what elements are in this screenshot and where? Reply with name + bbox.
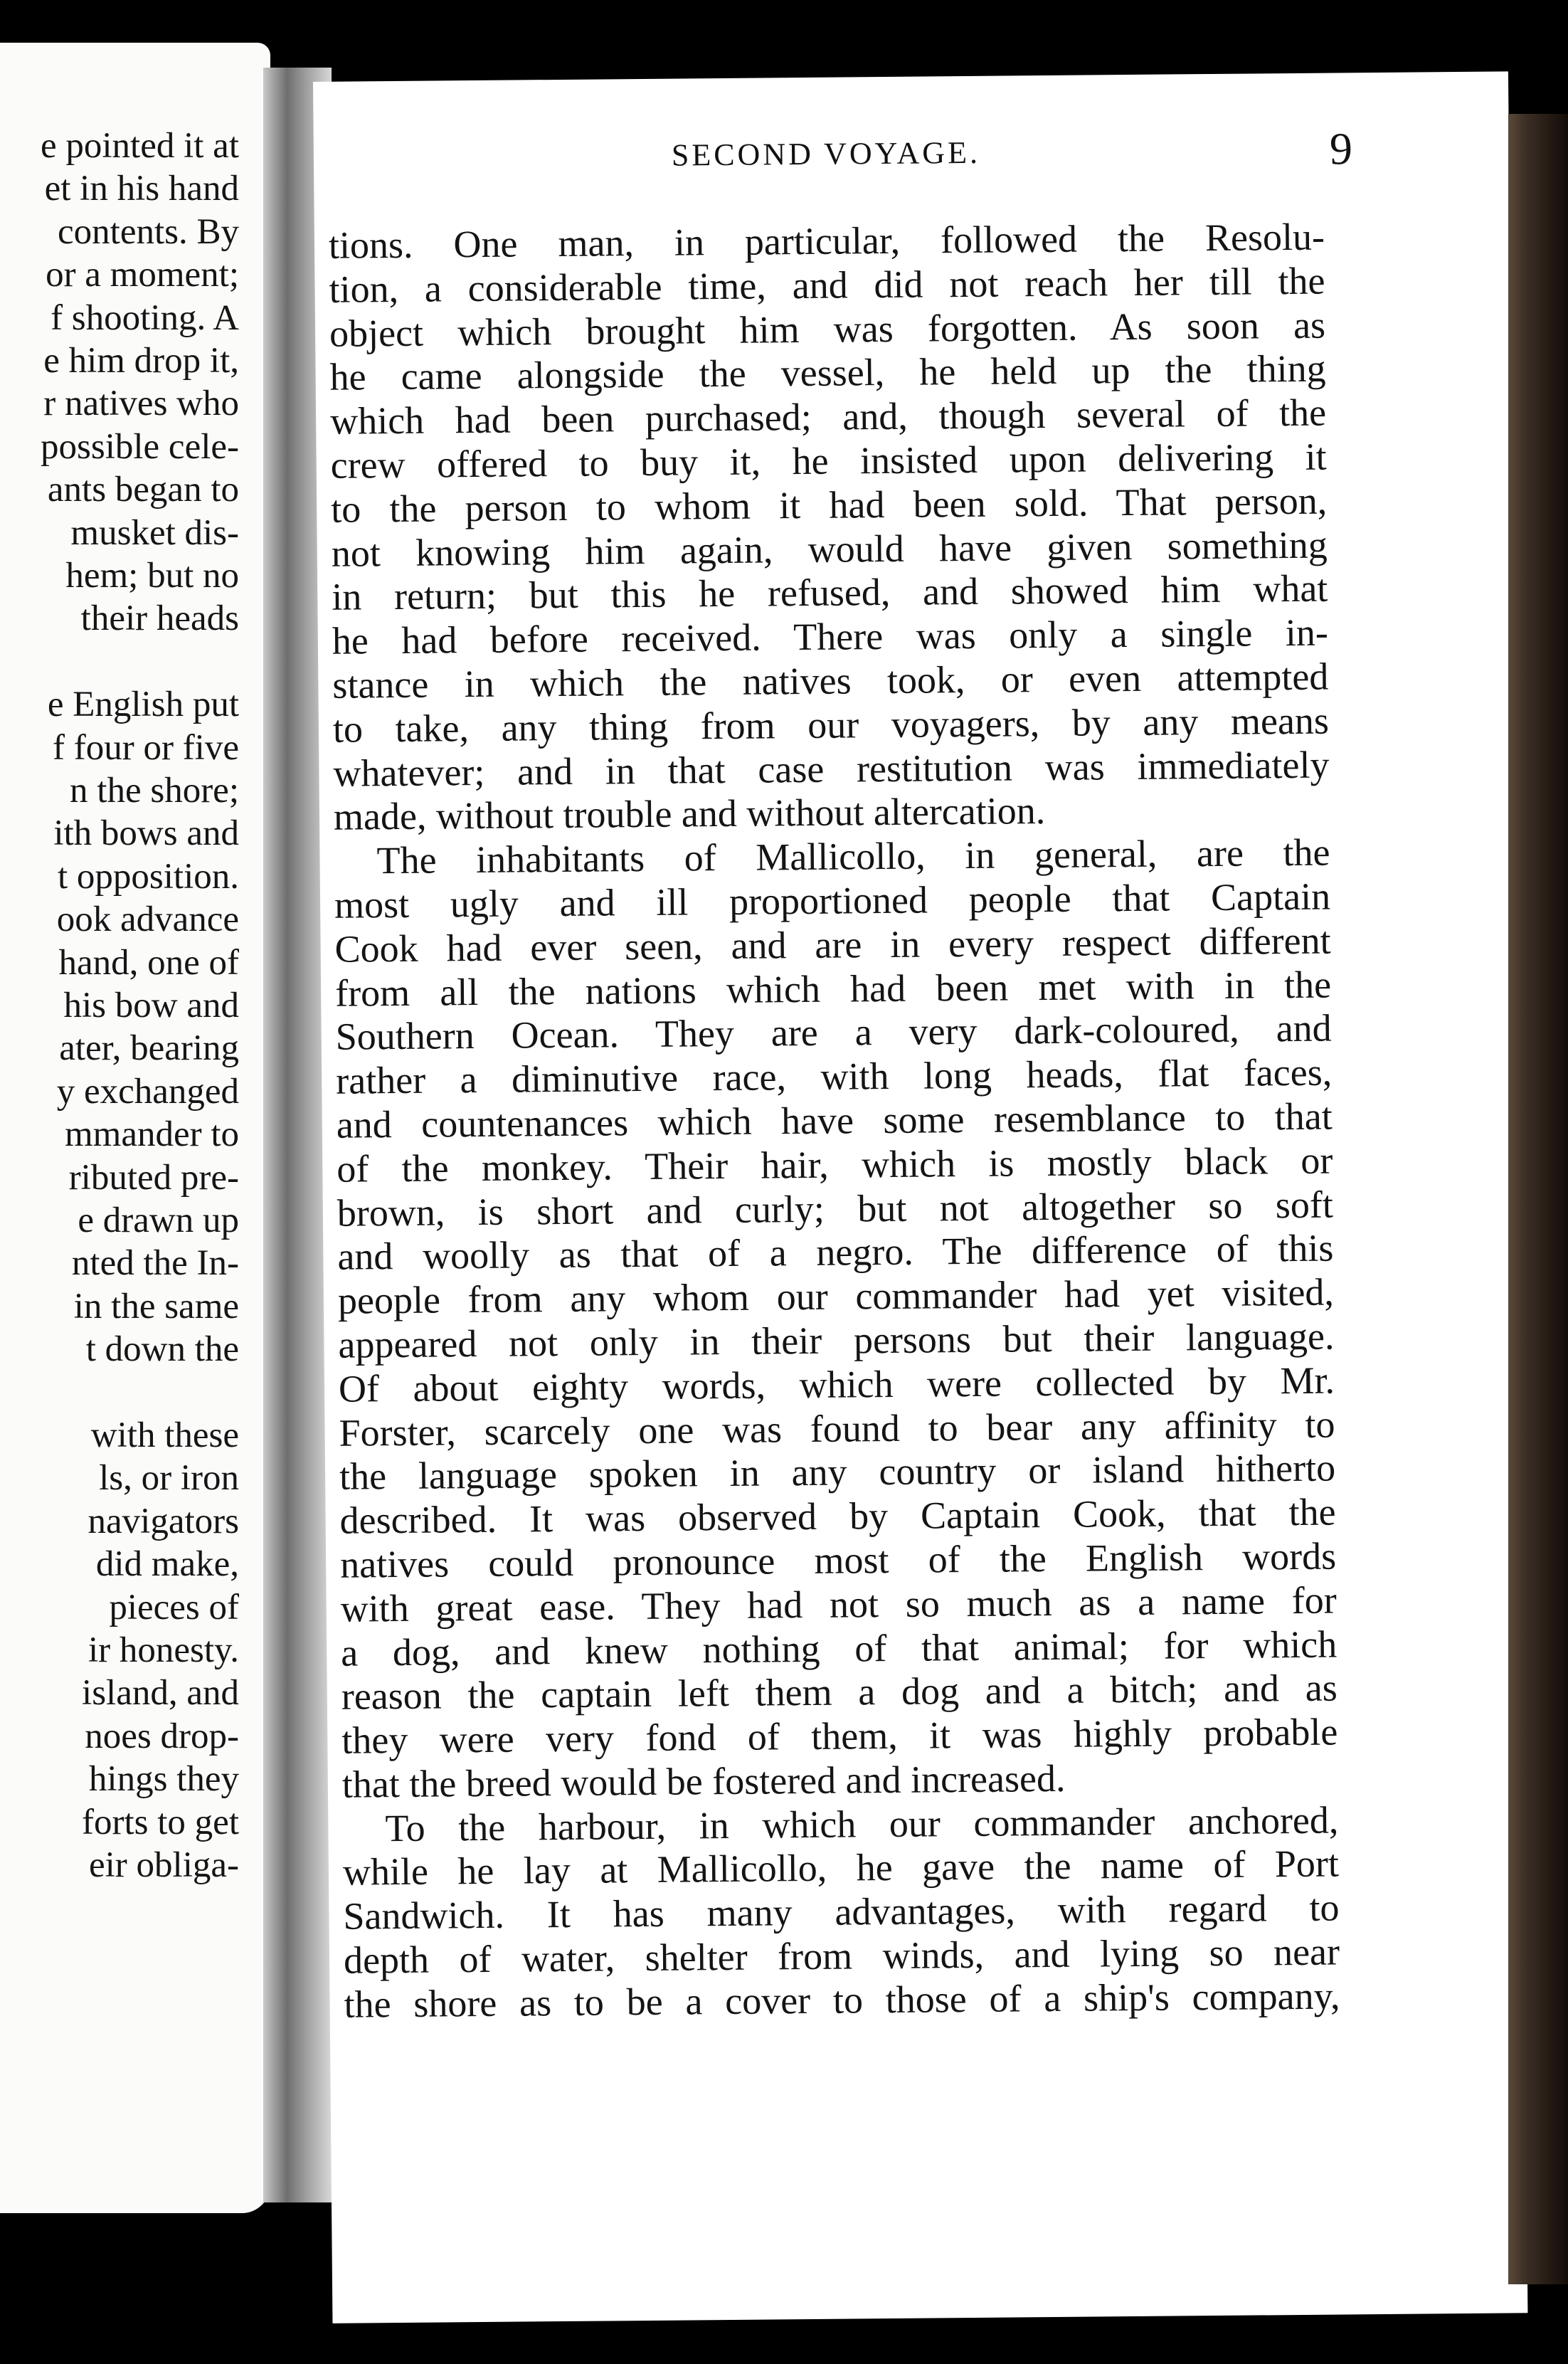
text-line: people from any whom our commander had yet visited,	[337, 1270, 1335, 1322]
text-line: Of about eighty words, which were collected by Mr.	[338, 1358, 1335, 1410]
left-page-line: contents. By	[58, 211, 239, 252]
text-line: in return; but this he refused, and showed him what	[332, 566, 1328, 619]
left-page-line: hand, one of	[58, 942, 239, 983]
text-line: and woolly as that of a negro. The difference of this	[337, 1226, 1334, 1279]
text-line: reason the captain left them a dog and a bitch; and as	[341, 1666, 1338, 1719]
text-line: appeared not only in their persons but their language.	[338, 1314, 1335, 1366]
left-page-line: t opposition.	[57, 856, 239, 897]
left-page-line: f four or five	[53, 727, 239, 768]
left-page-line: r natives who	[43, 384, 239, 424]
text-line: they were very fond of them, it was highly probable	[341, 1710, 1338, 1762]
text-line: from all the nations which had been met with in the	[334, 963, 1332, 1015]
left-page-line: their heads	[80, 598, 239, 639]
running-head	[328, 123, 1353, 181]
text-line: with great ease. They had not so much as a name for	[340, 1578, 1337, 1630]
left-page-line: navigators	[88, 1501, 239, 1541]
left-page-line: musket dis-	[70, 512, 239, 553]
left-page-line: e pointed it at	[40, 126, 239, 166]
left-page-line: noes drop-	[85, 1716, 239, 1756]
text-line: rather a diminutive race, with long heads, flat faces,	[335, 1050, 1333, 1102]
page-number: 9	[1329, 123, 1353, 174]
left-page-line: ook advance	[56, 899, 239, 940]
left-page-line: ith bows and	[53, 813, 239, 854]
text-line: to the person to whom it had been sold. That person,	[330, 479, 1328, 531]
left-page-line: in the same	[73, 1286, 239, 1326]
text-line: Cook had ever seen, and are in every respect different	[334, 919, 1331, 971]
left-page-line: pieces of	[109, 1587, 239, 1627]
text-line: made, without trouble and without altercation.	[333, 789, 1046, 839]
left-page-line: et in his hand	[44, 169, 239, 209]
left-page-line: his bow and	[63, 986, 239, 1025]
text-line: The inhabitants of Mallicollo, in general, are the	[376, 830, 1330, 882]
text-line: he had before received. There was only a single in-	[332, 611, 1329, 663]
page-right	[313, 71, 1527, 2323]
text-line: the language spoken in any country or island hitherto	[339, 1446, 1336, 1499]
text-line: described. It was observed by Captain Cook, that the	[339, 1490, 1336, 1542]
left-page-line: ir honesty.	[88, 1630, 239, 1670]
book-edge	[1508, 114, 1568, 2284]
left-page-line: e him drop it,	[43, 341, 239, 381]
text-line: stance in which the natives took, or even attempted	[332, 655, 1329, 707]
text-line: a dog, and knew nothing of that animal; for which	[341, 1622, 1337, 1674]
left-page-line: did make,	[95, 1544, 239, 1585]
left-page-line: t down the	[85, 1329, 239, 1370]
left-page-line: ater, bearing	[59, 1028, 239, 1069]
text-line: Sandwich. It has many advantages, with regard to	[343, 1886, 1340, 1938]
left-page-line: ributed pre-	[68, 1157, 239, 1198]
text-line: natives could pronounce most of the English words	[339, 1534, 1337, 1586]
left-page-line: f shooting. A	[51, 297, 239, 338]
left-page-line: or a moment;	[46, 255, 239, 295]
text-line: of the monkey. Their hair, which is mostly black or	[337, 1139, 1333, 1191]
left-page-line: forts to get	[82, 1802, 239, 1842]
text-line: To the harbour, in which our commander anchored,	[385, 1798, 1339, 1849]
text-line: depth of water, shelter from winds, and lying so near	[343, 1930, 1340, 1982]
text-line: object which brought him was forgotten. As soon as	[329, 303, 1326, 355]
text-line: tions. One man, in particular, followed the Resolu-	[328, 215, 1325, 267]
left-page-line: e drawn up	[78, 1201, 239, 1240]
body-text	[329, 216, 1340, 2027]
left-page-line: n the shore;	[70, 771, 239, 811]
left-page-line: nted the In-	[71, 1243, 239, 1284]
text-line: that the breed would be fostered and increased.	[341, 1756, 1066, 1806]
left-page-line: e English put	[47, 685, 239, 725]
left-page-line: possible cele-	[41, 426, 239, 467]
text-line: whatever; and in that case restitution was immediately	[333, 743, 1330, 795]
text-line: Southern Ocean. They are a very dark-coloured, and	[335, 1006, 1332, 1059]
text-line: brown, is short and curly; but not altogether so soft	[337, 1183, 1334, 1235]
text-line: which had been purchased; and, though several of the	[329, 391, 1327, 443]
text-line: to take, any thing from our voyagers, by any means	[332, 699, 1330, 751]
left-page-line: hem; but no	[65, 556, 239, 596]
left-page-line: mmander to	[64, 1114, 239, 1155]
text-line: Forster, scarcely one was found to bear any affinity to	[339, 1403, 1335, 1455]
page-text-block	[328, 123, 1353, 2027]
facing-page-left	[0, 43, 270, 2213]
left-page-line: island, and	[82, 1673, 239, 1714]
left-page-line: eir obliga-	[89, 1845, 239, 1885]
left-page-line: ls, or iron	[99, 1458, 239, 1499]
text-line: and countenances which have some resemblance to that	[336, 1094, 1333, 1146]
text-line: while he lay at Mallicollo, he gave the name of Port	[342, 1842, 1340, 1894]
text-line: crew offered to buy it, he insisted upon delivering it	[330, 435, 1327, 487]
text-line: most ugly and ill proportioned people that Captain	[334, 875, 1331, 927]
text-line: he came alongside the vessel, he held up the thing	[329, 347, 1326, 399]
left-page-line: y exchanged	[56, 1071, 239, 1112]
left-page-line: with these	[90, 1415, 239, 1455]
text-line: the shore as to be a cover to those of a ship's company,	[344, 1974, 1340, 2026]
left-page-line: hings they	[88, 1759, 239, 1800]
text-line: not knowing him again, would have given something	[331, 523, 1328, 575]
running-title: SECOND VOYAGE.	[671, 134, 981, 173]
left-page-line: ants began to	[47, 470, 239, 510]
text-line: tion, a considerable time, and did not reach her till the	[329, 259, 1325, 311]
